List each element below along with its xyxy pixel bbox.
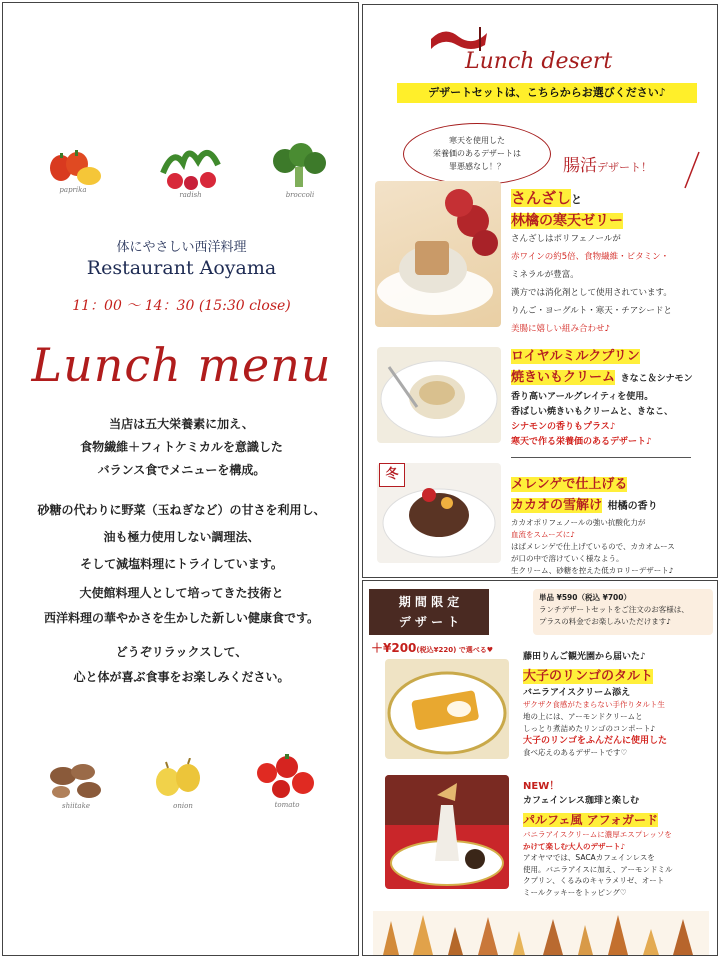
item2-title [511, 345, 693, 385]
apple-tart-description [523, 699, 718, 759]
bubble-line: 罪悪感なし！？ [449, 162, 505, 171]
desc-line: 美腸に嬉しい組み合わせ♪ [511, 324, 610, 334]
item2-description [511, 390, 716, 450]
limited-desert-panel [362, 580, 718, 956]
item1-name2: 林檎の寒天ゼリー [511, 213, 623, 229]
bubble-line: 寒天を使用した [449, 136, 505, 145]
new-badge: NEW！ [523, 781, 560, 792]
affogato-photo [385, 775, 509, 889]
intro-line: 油も極力使用しない調理法、 [103, 530, 260, 544]
desc-line: バニラアイスクリームに濃厚エスプレッソを [523, 830, 672, 839]
restaurant-name: Restaurant Aoyama [86, 257, 277, 279]
desc-line: しっとり煮詰めたリンゴのコンポート♪ [523, 724, 656, 733]
item1-name1-suffix: と [571, 193, 583, 206]
set-note-line: ランチデザートセットをご注文のお客様は、 [539, 605, 689, 614]
desert-title: Lunch desert [465, 49, 613, 74]
intro-line: そして減塩料理にトライしています。 [80, 557, 283, 571]
intro-paragraph-3 [3, 581, 359, 631]
desc-line: 赤ワインの約5倍、食物繊維・ビタミン・ [511, 252, 670, 262]
affogato-name-row [523, 809, 658, 828]
apple-tart-sub: バニラアイスクリーム添え [523, 688, 631, 698]
affogato-line1: カフェインレス珈琲と楽しむ [523, 796, 640, 806]
desc-line: 生クリーム、砂糖を控えた低カロリーデザート♪ [511, 566, 674, 575]
apple-tart-photo [385, 659, 509, 759]
radish-caption: radish [179, 191, 202, 199]
desc-line: りんご・ヨーグルト・寒天・チアシードと [511, 306, 672, 316]
intro-line: 砂糖の代わりに野菜（玉ねぎなど）の甘さを利用し、 [37, 503, 326, 517]
onion-illustration [148, 758, 218, 814]
winter-badge: 冬 [379, 463, 405, 487]
item2-name2: 焼きいもクリーム [511, 370, 616, 385]
desc-line: かけて楽しむ大人のデザート♪ [523, 841, 626, 851]
broccoli-caption: broccoli [285, 191, 315, 199]
apple-origin: 藤田りんご観光園から届いた♪ [523, 652, 646, 662]
limited-label [369, 589, 489, 635]
desc-line: カカオポリフェノールの強い抗酸化力が [511, 518, 646, 527]
desc-line: 香り高いアールグレイティを使用。 [511, 392, 654, 402]
intro-line: どうぞリラックスして、 [115, 645, 248, 659]
divider [511, 457, 691, 458]
plus-price-row [371, 637, 511, 656]
page-title: Lunch menu [31, 338, 332, 392]
desc-line: 地の上には、アーモンドクリームと [523, 712, 643, 721]
item1-title [511, 187, 623, 230]
intro-line: 心と体が喜ぶ食事をお楽しみください。 [73, 670, 290, 684]
radish-illustration [153, 143, 228, 201]
apple-tart-name-row [523, 665, 653, 684]
subtitle: 体にやさしい西洋料理 [116, 240, 247, 255]
desc-line: アオヤマでは、SACAカフェインレスを [523, 853, 655, 862]
item1-description [511, 230, 711, 338]
milk-pudding-photo [377, 347, 501, 443]
opening-hours: 11：00 〜 14：30 (15:30 close) [72, 298, 291, 314]
plus-price-note: (税込¥220) で選べる♥ [416, 646, 493, 654]
shiitake-illustration [41, 758, 111, 814]
desc-line: ザクザク食感がたまらない手作りタルト生 [523, 700, 665, 709]
desc-line: 香ばしい焼きいもクリームと、きなこ、 [511, 407, 674, 417]
lunch-desert-panel [362, 4, 718, 578]
item3-name2-suffix: 柑橘の香り [607, 501, 658, 512]
limited-label-line: デ ザ ー ト [398, 615, 460, 629]
chokatsu-main: 腸活 [563, 156, 597, 176]
intro-line: 食物繊維＋フィトケミカルを意識した [80, 440, 283, 454]
broccoli-illustration [265, 143, 335, 201]
apple-tart-name: 大子のリンゴのタルト [523, 669, 654, 684]
shiitake-caption: shiitake [62, 802, 90, 810]
desc-line: 寒天で作る栄養価のあるデザート♪ [511, 437, 652, 447]
limited-label-line: 期 間 限 定 [398, 595, 460, 609]
desc-line: 漢方では消化剤として使用されています。 [511, 288, 672, 298]
desc-line: さんざしはポリフェノールが [511, 234, 621, 244]
speech-bubble [403, 123, 551, 185]
item1-name1: さんざし [511, 189, 572, 207]
desc-line: ミールクッキーをトッピング♡ [523, 887, 627, 897]
desc-line: シナモンの香りもプラス♪ [511, 422, 616, 432]
item3-name2: カカオの雪解け [511, 498, 603, 513]
intro-line: 大使館料理人として培ってきた技術と [79, 586, 284, 600]
desc-line: ミネラルが豊富。 [511, 270, 579, 280]
set-note-line: プラスの料金でお楽しみいただけます♪ [539, 617, 672, 626]
intro-paragraph-4 [3, 640, 359, 690]
autumn-leaves-decoration [373, 911, 709, 955]
item3-title [511, 473, 658, 513]
onion-caption: onion [173, 802, 193, 810]
bubble-line: 栄養価のあるデザートは [433, 149, 521, 158]
item2-name1: ロイヤルミルクプリン [511, 349, 640, 364]
affogato-description [523, 829, 718, 898]
tomato-illustration [251, 753, 323, 813]
desc-line: はばメレンゲで仕上げているので、カカオムース [511, 542, 675, 551]
paprika-illustration [37, 148, 109, 198]
desc-line: 食べ応えのあるデザートです♡ [523, 748, 628, 757]
chokatsu-sub: デザート！ [597, 161, 652, 174]
lunch-menu-panel [2, 2, 359, 956]
intro-line: バランス食でメニューを構成。 [97, 463, 266, 477]
desc-line: 使用。バニラアイスに加え、アーモンドミル [523, 864, 673, 874]
chokatsu-heading [563, 151, 652, 176]
plus-price: ＋¥200 [371, 641, 417, 655]
intro-paragraph-1 [3, 413, 359, 482]
hawthorn-jelly-photo [375, 181, 501, 327]
price-note-box [533, 589, 713, 635]
intro-line: 西洋料理の華やかさを生かした新しい健康食です。 [43, 611, 320, 625]
intro-paragraph-2 [3, 497, 359, 578]
desc-line: クプリン、くるみのキャラメリゼ、オート [523, 876, 665, 885]
paprika-caption: paprika [59, 186, 87, 194]
desert-banner: デザートセットは、こちらからお選びください♪ [397, 83, 697, 103]
desc-line: 大子のリンゴをふんだんに使用した [523, 736, 668, 746]
item3-description [511, 517, 716, 577]
item2-name2-suffix: きなこ＆シナモン [620, 374, 693, 384]
tomato-caption: tomato [274, 801, 300, 809]
intro-line: 当店は五大栄養素に加え、 [109, 417, 254, 431]
desc-line: が口の中で溶けていく様なよう。 [511, 554, 624, 563]
affogato-name: パルフェ風 アフォガード [523, 813, 658, 827]
item3-name1: メレンゲで仕上げる [511, 477, 628, 492]
desc-line: 血流をスムーズに♪ [511, 530, 576, 539]
price-note: 単品 ¥590（税込 ¥700） [539, 593, 631, 602]
slash-decoration [681, 150, 701, 190]
